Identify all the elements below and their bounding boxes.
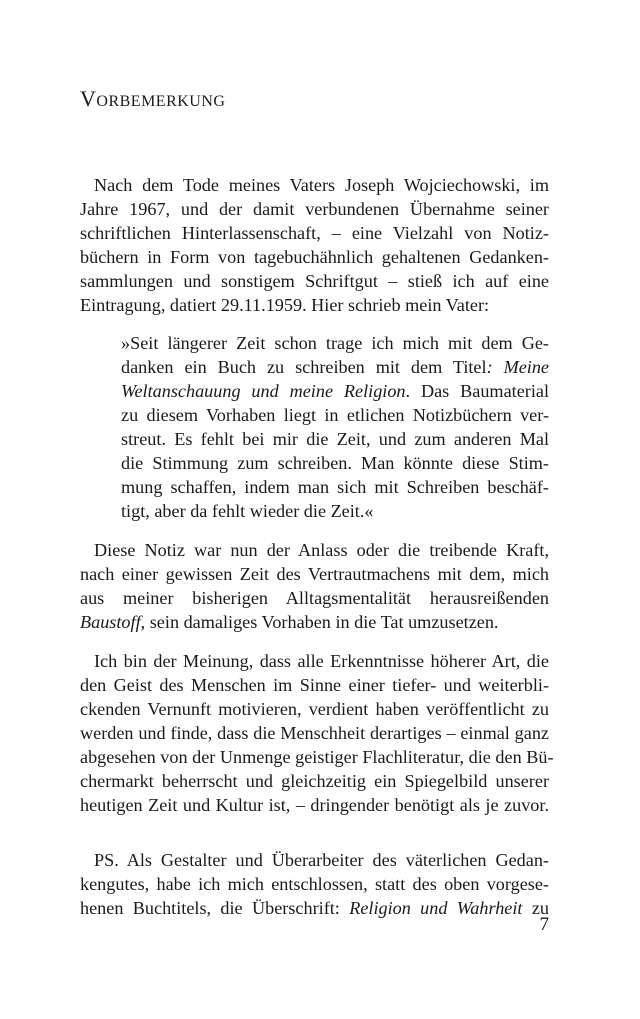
paragraph-2-line-2: nach einer gewissen Zeit des Vertrautmachens mit dem, mich: [80, 564, 549, 584]
paragraph-1-line-5: sammlungen und sonstigem Schriftgut – stieß ich auf eine: [80, 271, 549, 291]
paragraph-3-line-7: heutigen Zeit und Kultur ist, – dringender benötigt als je zuvor.: [80, 795, 549, 815]
quote-line-2: danken ein Buch zu schreiben mit dem Titel: Meine: [121, 357, 550, 377]
paragraph-4-line-1: PS. Als Gestalter und Überarbeiter des väterlichen Gedan-: [94, 850, 549, 870]
paragraph-3-line-5: abgesehen von der Unmenge geistiger Flachliteratur, die den Bü-: [80, 747, 554, 767]
paragraph-1-line-2: Jahre 1967, und der damit verbundenen Übernahme seiner: [80, 199, 549, 219]
quote-line-8: tigt, aber da fehlt wieder die Zeit.«: [121, 501, 374, 521]
paragraph-3-line-2: den Geist des Menschen im Sinne einer tiefer- und weiterbli-: [80, 675, 549, 695]
page-number: 7: [539, 914, 549, 935]
quote-line-5: streut. Es fehlt bei mir die Zeit, und zum anderen Mal: [121, 429, 549, 449]
paragraph-1-line-1: Nach dem Tode meines Vaters Joseph Wojciechowski, im: [94, 175, 549, 195]
page-heading: VORBEMERKUNG: [80, 86, 226, 111]
quote-line-6: die Stimmung zum schreiben. Man könnte diese Stim-: [121, 453, 549, 473]
quote-line-7: mung schaffen, indem man sich mit Schreiben beschäf-: [121, 477, 549, 497]
paragraph-3-line-4: werden und finde, dass die Menschheit derartiges – einmal ganz: [80, 723, 549, 743]
paragraph-2-line-4: Baustoff, sein damaliges Vorhaben in die Tat umzusetzen.: [80, 612, 499, 632]
paragraph-2-line-1: Diese Notiz war nun der Anlass oder die treibende Kraft,: [94, 540, 549, 560]
quote-line-3: Weltanschauung und meine Religion. Das Baumaterial: [121, 381, 549, 401]
paragraph-2-line-3: aus meiner bisherigen Alltagsmentalität herausreißenden: [80, 588, 549, 608]
paragraph-4-line-2: kengutes, habe ich mich entschlossen, statt des oben vorgese-: [80, 874, 549, 894]
paragraph-1-line-6: Eintragung, datiert 29.11.1959. Hier schrieb mein Vater:: [80, 295, 490, 315]
paragraph-3-line-6: chermarkt beherrscht und gleichzeitig ein Spiegelbild unserer: [80, 771, 549, 791]
quote-line-1: »Seit längerer Zeit schon trage ich mich mit dem Ge-: [121, 333, 549, 353]
paragraph-1-line-3: schriftlichen Hinterlassenschaft, – eine Vielzahl von Notiz-: [80, 223, 549, 243]
paragraph-4-line-3: henen Buchtitels, die Überschrift: Religion und Wahrheit zu: [80, 898, 549, 918]
paragraph-1-line-4: büchern in Form von tagebuchähnlich gehaltenen Gedanken-: [80, 247, 549, 267]
quote-line-4: zu diesem Vorhaben liegt in etlichen Notizbüchern ver-: [121, 405, 549, 425]
paragraph-3-line-3: ckenden Vernunft motivieren, verdient haben veröffentlicht zu: [80, 699, 549, 719]
paragraph-3-line-1: Ich bin der Meinung, dass alle Erkenntnisse höherer Art, die: [94, 651, 549, 671]
